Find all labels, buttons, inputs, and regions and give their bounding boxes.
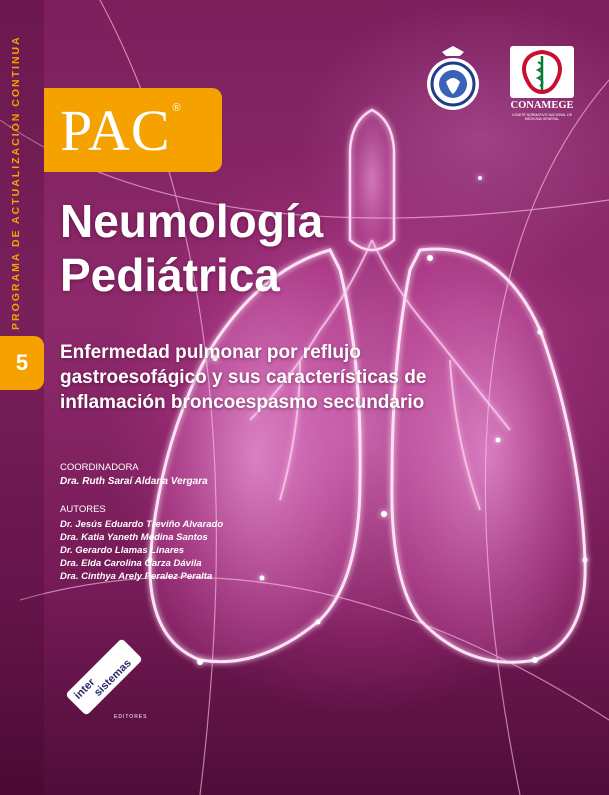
publisher-name-line2: sistemas <box>91 657 134 699</box>
coordinator-label: COORDINADORA <box>60 462 139 473</box>
title-line-1: Neumología <box>60 195 324 247</box>
authors-list <box>60 518 223 583</box>
pac-logo-text: PAC <box>60 97 171 163</box>
author-item: Dr. Gerardo Llamas Linares <box>60 545 185 556</box>
authors-label: AUTORES <box>60 504 106 515</box>
volume-badge <box>0 336 44 390</box>
academy-emblem-icon <box>420 44 486 114</box>
registered-mark: ® <box>172 102 181 114</box>
publisher-name-line1: inter <box>72 676 98 702</box>
pac-logo <box>44 88 222 172</box>
author-item: Dra. Cinthya Arely Peralez Peralta <box>60 571 213 582</box>
conamege-logo <box>510 46 574 122</box>
publisher-tagline: EDITORES <box>114 714 148 720</box>
conamege-name: CONAMEGE <box>510 100 574 111</box>
conamege-subtitle: COMITÉ NORMATIVO NACIONAL DE MEDICINA GENERAL <box>511 113 573 121</box>
author-item: Dr. Jesús Eduardo Treviño Alvarado <box>60 519 224 530</box>
publisher-logo <box>56 632 152 722</box>
title-line-2: Pediátrica <box>60 249 280 301</box>
series-vertical-label: PROGRAMA DE ACTUALIZACIÓN CONTINUA <box>10 35 22 330</box>
book-subtitle: Enfermedad pulmonar por reflujo gastroesofágico y sus características de inflamación broncoespasmo secundario <box>60 342 427 413</box>
author-item: Dra. Elda Carolina Garza Dávila <box>60 558 202 569</box>
book-title <box>60 194 480 302</box>
volume-number: 5 <box>15 350 29 375</box>
conamege-emblem-icon <box>510 46 574 98</box>
author-item: Dra. Katia Yaneth Medina Santos <box>60 532 208 543</box>
coordinator-name: Dra. Ruth Saraí Aldana Vergara <box>60 476 208 487</box>
